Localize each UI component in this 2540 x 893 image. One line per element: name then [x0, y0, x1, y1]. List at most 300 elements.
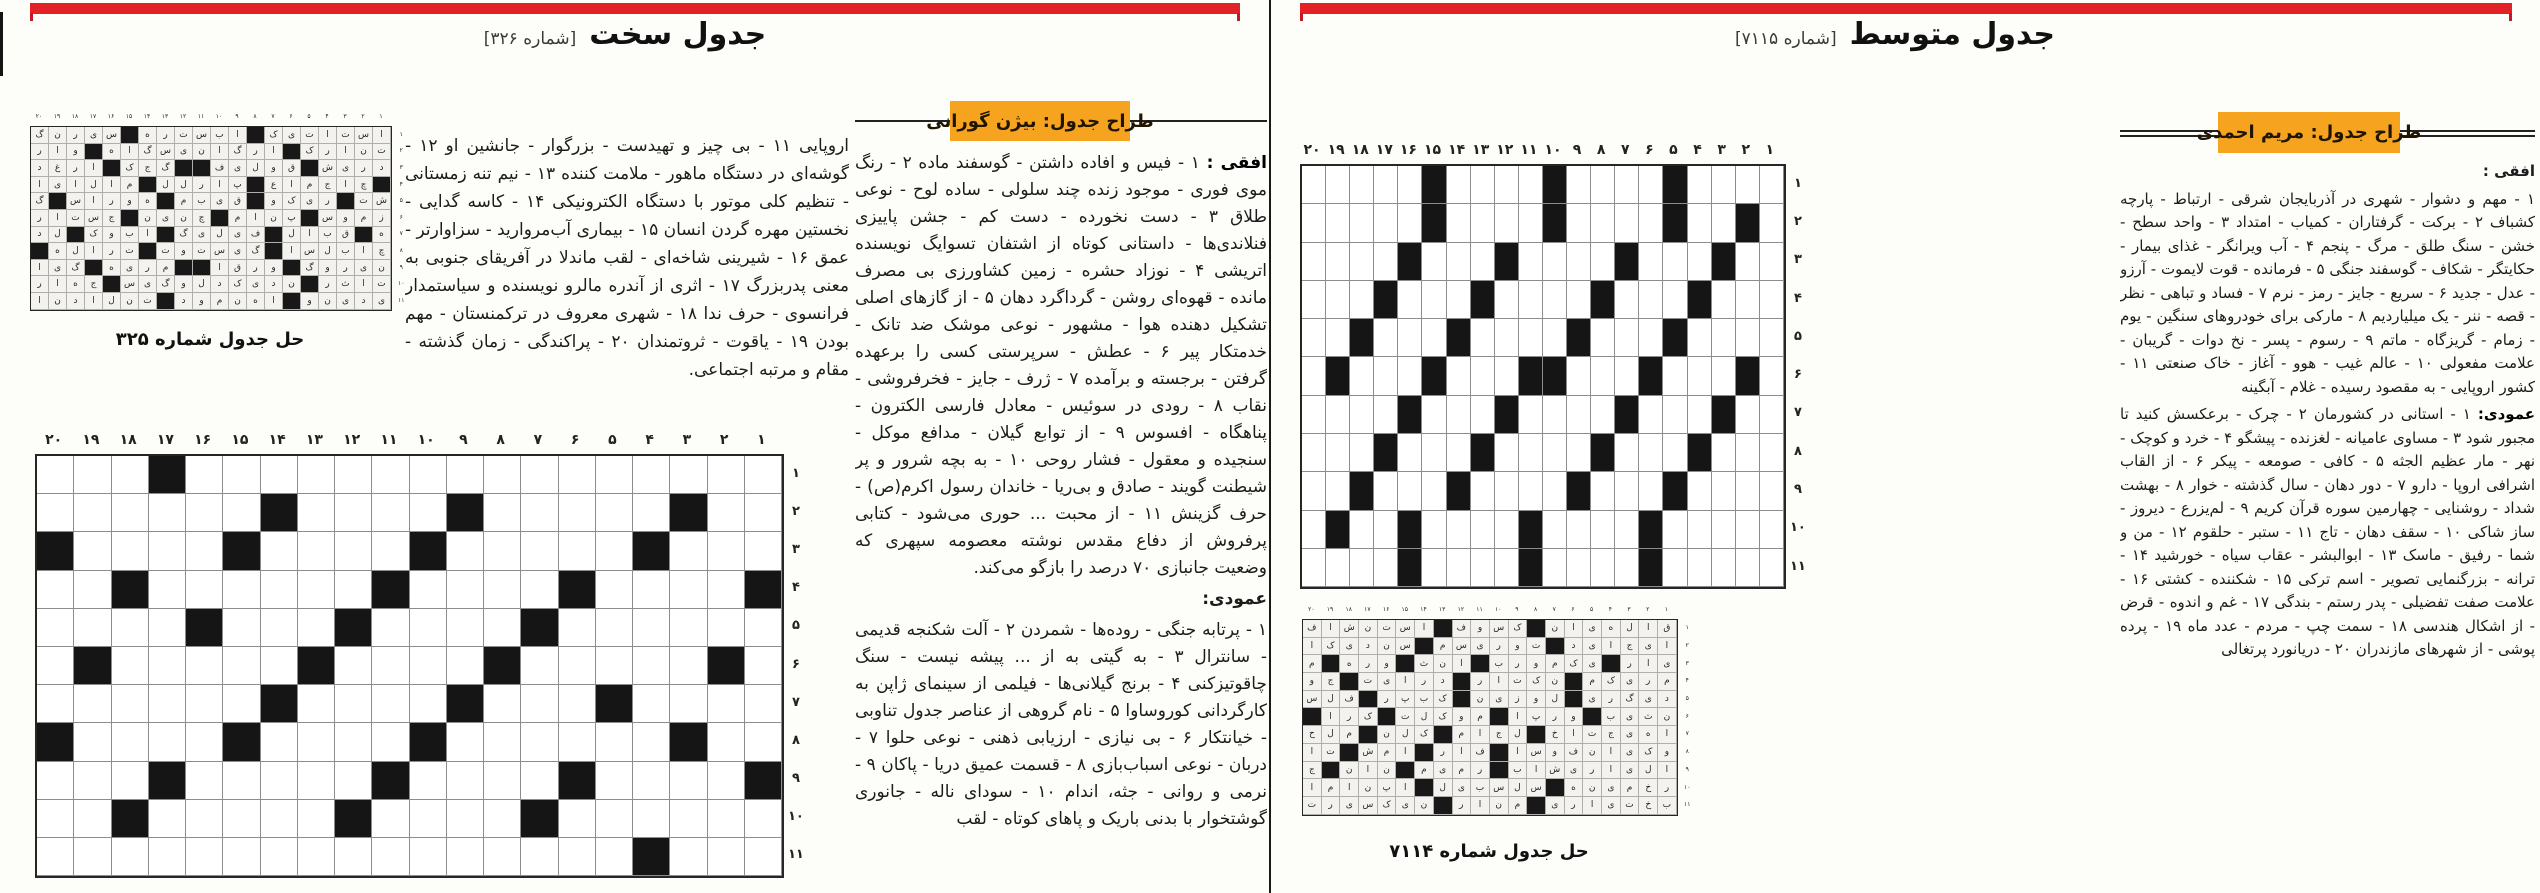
- grid-cell: [335, 723, 372, 761]
- grid-cell: ر: [103, 193, 121, 210]
- grid-cell: [1398, 204, 1422, 242]
- grid-cell: ی: [229, 160, 247, 177]
- grid-cell: و: [193, 293, 211, 310]
- grid-cell: [1350, 281, 1374, 319]
- grid-cell: [1447, 549, 1471, 587]
- row-number: ۵: [791, 618, 800, 634]
- grid-cell: ن: [1546, 620, 1565, 638]
- grid-cell: د: [175, 293, 193, 310]
- grid-cell: [596, 723, 633, 761]
- grid-cell: [1591, 166, 1615, 204]
- grid-cell: ر: [31, 144, 49, 161]
- grid-cell: ا: [1453, 744, 1472, 762]
- grid-black-cell: [301, 160, 319, 177]
- grid-cell: [596, 609, 633, 647]
- row-numbers: [788, 454, 804, 874]
- grid-cell: [1591, 204, 1615, 242]
- grid-cell: ا: [1453, 655, 1472, 673]
- grid-cell: ی: [157, 210, 175, 227]
- grid-cell: ا: [211, 177, 229, 194]
- grid-cell: ه: [103, 144, 121, 161]
- grid-cell: [112, 456, 149, 494]
- grid-cell: [74, 609, 111, 647]
- grid-cell: و: [301, 293, 319, 310]
- column-number: ۵: [1669, 142, 1678, 158]
- grid-black-cell: [1398, 549, 1422, 587]
- grid-cell: [372, 647, 409, 685]
- grid-cell: [74, 494, 111, 532]
- grid-cell: ی: [1340, 797, 1359, 815]
- grid-black-cell: [283, 260, 301, 277]
- grid-cell: ا: [1471, 797, 1490, 815]
- grid-cell: [1615, 434, 1639, 472]
- grid-cell: ه: [49, 243, 67, 260]
- grid-cell: ی: [1396, 797, 1415, 815]
- grid-cell: ا: [337, 177, 355, 194]
- grid-cell: ر: [319, 144, 337, 161]
- grid-cell: [521, 647, 558, 685]
- grid-cell: گ: [301, 260, 319, 277]
- grid-black-cell: [67, 227, 85, 244]
- grid-cell: ا: [49, 276, 67, 293]
- grid-cell: ت: [355, 193, 373, 210]
- column-number: ۱۱: [1520, 142, 1538, 158]
- grid-cell: ل: [85, 177, 103, 194]
- grid-cell: م: [301, 177, 319, 194]
- bar-end-tick: [30, 13, 33, 21]
- column-number: ۲۰: [1303, 142, 1321, 158]
- grid-cell: س: [1303, 691, 1322, 709]
- grid-cell: [261, 532, 298, 570]
- grid-cell: ن: [1490, 797, 1509, 815]
- grid-cell: [1615, 549, 1639, 587]
- grid-cell: [298, 456, 335, 494]
- grid-cell: ا: [355, 243, 373, 260]
- grid-cell: د: [355, 293, 373, 310]
- grid-cell: ی: [49, 260, 67, 277]
- grid-cell: [670, 532, 707, 570]
- grid-cell: ل: [1322, 726, 1341, 744]
- grid-cell: ک: [1602, 673, 1621, 691]
- grid-cell: ا: [1340, 779, 1359, 797]
- grid-cell: [1447, 166, 1471, 204]
- grid-cell: [1736, 396, 1760, 434]
- grid-cell: [1760, 281, 1784, 319]
- grid-cell: ن: [1658, 708, 1677, 726]
- grid-cell: ن: [1340, 762, 1359, 780]
- grid-cell: م: [157, 260, 175, 277]
- grid-black-cell: [265, 243, 283, 260]
- grid-cell: ج: [103, 210, 121, 227]
- grid-cell: [1543, 511, 1567, 549]
- grid-cell: [1615, 166, 1639, 204]
- grid-cell: [1663, 281, 1687, 319]
- grid-cell: ی: [1602, 797, 1621, 815]
- grid-cell: ت: [301, 127, 319, 144]
- grid-cell: [335, 647, 372, 685]
- column-numbers: [30, 113, 392, 126]
- grid-cell: [1495, 319, 1519, 357]
- grid-cell: ر: [67, 160, 85, 177]
- grid-cell: ا: [1471, 726, 1490, 744]
- puzzle-title: جدول سخت: [589, 17, 767, 52]
- grid-cell: ب: [337, 243, 355, 260]
- grid-cell: ا: [247, 210, 265, 227]
- column-number: ۱۳: [161, 113, 169, 120]
- grid-cell: [186, 532, 223, 570]
- grid-black-cell: [186, 609, 223, 647]
- grid-cell: [1350, 357, 1374, 395]
- solved-grid-hard-325: [30, 113, 405, 311]
- grid-cell: ث: [337, 276, 355, 293]
- grid-cell: ت: [1359, 673, 1378, 691]
- grid-cell: [745, 609, 782, 647]
- row-number: ۸: [791, 732, 800, 748]
- grid-cell: ا: [265, 144, 283, 161]
- grid-black-cell: [1688, 434, 1712, 472]
- grid-cell: [633, 685, 670, 723]
- grid-cell: ا: [337, 144, 355, 161]
- column-number: ۶: [570, 432, 580, 448]
- grid-cell: [1615, 319, 1639, 357]
- grid-cell: و: [175, 243, 193, 260]
- grid-cell: ت: [1303, 797, 1322, 815]
- grid-cell: ر: [157, 127, 175, 144]
- grid-cell: ی: [1471, 638, 1490, 656]
- grid-cell: ج: [319, 177, 337, 194]
- grid-cell: [1712, 281, 1736, 319]
- grid-black-cell: [85, 260, 103, 277]
- grid-black-cell: [175, 160, 193, 177]
- grid-cell: [223, 494, 260, 532]
- grid-cell: ر: [337, 260, 355, 277]
- grid-cell: ف: [1565, 744, 1584, 762]
- row-number: ۳: [399, 163, 403, 171]
- grid-cell: [559, 532, 596, 570]
- grid-black-cell: [1434, 726, 1453, 744]
- grid-cell: س: [103, 127, 121, 144]
- column-number: ۱۲: [1457, 606, 1465, 613]
- grid-cell: [1712, 166, 1736, 204]
- grid-cell: [708, 571, 745, 609]
- grid-cell: ا: [121, 144, 139, 161]
- grid-black-cell: [745, 762, 782, 800]
- column-number: ۷: [1620, 142, 1630, 158]
- column-number: ۸: [1596, 142, 1606, 158]
- grid-cell: [335, 571, 372, 609]
- grid-cell: ک: [301, 144, 319, 161]
- medium-puzzle-page: [1270, 0, 2540, 893]
- grid-cell: [1688, 396, 1712, 434]
- grid-cell: ی: [1434, 762, 1453, 780]
- grid-cell: [1688, 319, 1712, 357]
- column-number: ۴: [325, 113, 329, 120]
- grid-cell: ا: [31, 260, 49, 277]
- grid-cell: ل: [67, 243, 85, 260]
- grid-cell: ه: [1639, 726, 1658, 744]
- grid-cell: [1519, 281, 1543, 319]
- grid-cell: [559, 647, 596, 685]
- grid-cell: [1374, 396, 1398, 434]
- grid-cell: [298, 838, 335, 876]
- down-clues: ۱ - پرتابه جنگی - روده‌ها - شمردن ۲ - آلت شکنجه قدیمی - سانترال ۳ - به گیتی به از ... پیشه نیست - سنگ چاقوتیزکنی ۴ - برنج گیلانی‌ها - فیلمی از سینمای ژاپن به کارگردانی کوروساوا ۵ - نام گروهی از عناصر جدول تناوبی - خیانتکار ۶ - بی نیازی - ارزیابی ذهنی - نوعی حلوا ۷ - دربان - نوعی اسباب‌بازی ۸ - قسمت عمیق دریا - پاکان ۹ - نرمی و روانی - جثه، اندام ۱۰ - سودای ناله - جانوری گوشتخوار با بدنی باریک و پاهای کوتاه - لقب: [855, 620, 1267, 829]
- grid-cell: [1688, 357, 1712, 395]
- grid-cell: [74, 723, 111, 761]
- grid-black-cell: [1688, 281, 1712, 319]
- grid-cell: [1302, 204, 1326, 242]
- grid-cell: [1326, 396, 1350, 434]
- grid-cell: [372, 838, 409, 876]
- grid-black-cell: [1434, 620, 1453, 638]
- grid-cell: [1326, 204, 1350, 242]
- grid-cell: ک: [1378, 797, 1397, 815]
- grid-cell: [484, 800, 521, 838]
- column-number: ۲: [719, 432, 729, 448]
- grid-cell: ر: [355, 160, 373, 177]
- grid-cell: [298, 723, 335, 761]
- grid-cell: ل: [157, 177, 175, 194]
- grid-black-cell: [447, 685, 484, 723]
- grid-cell: و: [121, 193, 139, 210]
- grid-cell: [1543, 396, 1567, 434]
- column-number: ۱۳: [305, 432, 323, 448]
- grid-cell: [37, 838, 74, 876]
- grid-cell: [186, 800, 223, 838]
- grid-cell: ن: [1378, 638, 1397, 656]
- grid-black-cell: [355, 227, 373, 244]
- grid-cell: ا: [1583, 797, 1602, 815]
- row-number: ۱۱: [788, 847, 804, 863]
- grid-cell: ل: [211, 227, 229, 244]
- grid-cell: ر: [319, 276, 337, 293]
- grid-cell: [37, 456, 74, 494]
- grid-cell: [1639, 396, 1663, 434]
- grid-cell: ه: [1602, 620, 1621, 638]
- grid-cell: خ: [1546, 726, 1565, 744]
- grid-cell: [37, 571, 74, 609]
- grid-cell: ر: [247, 144, 265, 161]
- grid-cell: [1374, 319, 1398, 357]
- grid-cell: [447, 800, 484, 838]
- grid-cell: ت: [1378, 620, 1397, 638]
- grid-cell: [484, 838, 521, 876]
- grid-cell: ر: [1602, 691, 1621, 709]
- grid-cell: ب: [1415, 691, 1434, 709]
- grid-cell: ت: [157, 243, 175, 260]
- grid-cell: [1639, 204, 1663, 242]
- grid-cell: [223, 685, 260, 723]
- column-numbers: [1300, 142, 1786, 164]
- grid-cell: [410, 647, 447, 685]
- grid-cell: ش: [1359, 744, 1378, 762]
- grid-cell: ق: [283, 160, 301, 177]
- grid-black-cell: [670, 723, 707, 761]
- grid-cell: ن: [373, 260, 391, 277]
- grid-cell: [1688, 511, 1712, 549]
- grid-cell: ا: [319, 127, 337, 144]
- grid-cell: [1712, 511, 1736, 549]
- grid-black-cell: [1326, 357, 1350, 395]
- grid-black-cell: [745, 571, 782, 609]
- grid-cell: ا: [1639, 620, 1658, 638]
- grid-black-cell: [1663, 319, 1687, 357]
- grid-cell: س: [1490, 620, 1509, 638]
- grid-cell: [447, 532, 484, 570]
- grid-black-cell: [1326, 511, 1350, 549]
- grid-cell: ک: [1509, 620, 1528, 638]
- grid-cell: [670, 647, 707, 685]
- column-number: ۱۱: [1476, 606, 1483, 613]
- grid-cell: ت: [1509, 673, 1528, 691]
- grid-black-cell: [1398, 511, 1422, 549]
- column-number: ۶: [289, 113, 293, 120]
- grid-cell: د: [211, 276, 229, 293]
- column-number: ۷: [1552, 606, 1556, 613]
- grid-cell: [1398, 472, 1422, 510]
- grid-cell: [670, 838, 707, 876]
- grid-black-cell: [1422, 204, 1446, 242]
- grid-cell: م: [1621, 779, 1640, 797]
- grid-cell: [1567, 511, 1591, 549]
- grid-cell: ی: [1453, 779, 1472, 797]
- grid-cell: [745, 800, 782, 838]
- grid-cell: [1760, 434, 1784, 472]
- grid-cell: [1302, 434, 1326, 472]
- grid-cell: ک: [283, 193, 301, 210]
- grid-cell: ر: [1471, 673, 1490, 691]
- grid-cell: [1302, 166, 1326, 204]
- grid-cell: ن: [1359, 620, 1378, 638]
- grid-cell: ا: [373, 127, 391, 144]
- column-number: ۱۸: [1351, 142, 1369, 158]
- column-number: ۱۹: [1326, 606, 1334, 613]
- column-number: ۱: [757, 432, 766, 448]
- grid-cell: [1495, 434, 1519, 472]
- grid-cell: [1374, 549, 1398, 587]
- grid-cell: [1712, 204, 1736, 242]
- column-number: ۱۲: [179, 113, 187, 120]
- puzzle-grid-medium: [1300, 142, 1806, 589]
- grid-cell: [1663, 357, 1687, 395]
- grid-cell: [74, 571, 111, 609]
- grid-black-cell: [121, 127, 139, 144]
- grid-cell: ا: [139, 227, 157, 244]
- column-number: ۱۶: [107, 113, 115, 120]
- grid-cell: س: [67, 193, 85, 210]
- grid-cell: [1495, 511, 1519, 549]
- grid-cell: ک: [1434, 708, 1453, 726]
- grid-black-cell: [1434, 797, 1453, 815]
- grid-black-cell: [1527, 726, 1546, 744]
- row-number: ۶: [1685, 712, 1689, 720]
- across-clues: ۱ - مهم و دشوار - شهری در آذربایجان شرقی - ارتباط - پارچه کشباف ۲ - برکت - گرفتاران - کمیاب - امتداد ۳ - واحد سطح - خشن - سنگ طلق - مرگ - پنجم ۴ - آب ویرانگر - غذای بیمار - حکایتگر - شکاف - گوسفند جنگی ۵ - فرمانده - قوت لایموت - آرزو - عدل - جدید ۶ - سریع - جایز - رمز - نرم ۷ - فساد و تباهی - نظر - قصه - ننر - یک میلیاردیم ۸ - مارکی برای خودروهای سنگین - یوم - زمام - گریزگاه - ماتم ۹ - رسوم - پسر - نخ دوات - گریبان - علامت مفعولی ۱۰ - عالم غیب - هوو - آغاز - خاک صنعتی ۱۱ - کشور اروپایی - به مقصود رسیده - غلام - آبگینه: [2120, 189, 2535, 396]
- grid-cell: [186, 838, 223, 876]
- row-number: ۱: [399, 130, 403, 138]
- grid-cell: [372, 723, 409, 761]
- grid-cell: ل: [1396, 726, 1415, 744]
- column-number: ۱۶: [1382, 606, 1390, 613]
- grid-black-cell: [1639, 357, 1663, 395]
- grid-black-cell: [335, 609, 372, 647]
- grid-cell: [1495, 549, 1519, 587]
- grid-cell: ی: [1546, 797, 1565, 815]
- grid-cell: س: [1527, 744, 1546, 762]
- grid-cell: و: [1527, 655, 1546, 673]
- grid-cell: [670, 800, 707, 838]
- grid-black-cell: [372, 762, 409, 800]
- designer-tag: طراح جدول: بیژن گورانی: [950, 101, 1130, 141]
- grid-cell: خ: [1639, 779, 1658, 797]
- grid-cell: [1422, 319, 1446, 357]
- column-numbers: [35, 432, 784, 454]
- clues-text: [855, 150, 1267, 890]
- grid-cell: [37, 762, 74, 800]
- grid-cell: [410, 494, 447, 532]
- grid-cell: ف: [1340, 691, 1359, 709]
- grid-cell: [37, 800, 74, 838]
- grid-cell: [1495, 472, 1519, 510]
- grid-cell: [745, 456, 782, 494]
- row-number: ۱: [1793, 175, 1802, 191]
- grid-cell: ت: [193, 243, 211, 260]
- grid-cell: و: [1303, 673, 1322, 691]
- row-number: ۳: [1685, 659, 1689, 667]
- grid-cell: [298, 532, 335, 570]
- grid-cell: ق: [229, 260, 247, 277]
- grid-cell: س: [211, 243, 229, 260]
- grid-cell: ی: [337, 160, 355, 177]
- grid-black-cell: [1663, 204, 1687, 242]
- grid-cell: گ: [229, 144, 247, 161]
- grid-cell: ت: [373, 144, 391, 161]
- grid-cell: ف: [1303, 620, 1322, 638]
- grid-black-cell: [1471, 434, 1495, 472]
- grid-cell: [1615, 204, 1639, 242]
- grid-black-cell: [247, 193, 265, 210]
- row-number: ۶: [791, 656, 800, 672]
- grid-cell: [1495, 281, 1519, 319]
- grid-black-cell: [1546, 638, 1565, 656]
- column-number: ۱۰: [215, 113, 223, 120]
- grid-cell: [1350, 434, 1374, 472]
- grid-cell: ا: [1322, 708, 1341, 726]
- grid-black-cell: [1398, 243, 1422, 281]
- grid-black-cell: [410, 532, 447, 570]
- grid-cell: غ: [49, 160, 67, 177]
- grid-cell: ن: [139, 210, 157, 227]
- grid-cell: [1567, 549, 1591, 587]
- grid-cell: و: [265, 260, 283, 277]
- grid-cell: ی: [49, 177, 67, 194]
- grid-cell: ج: [1490, 726, 1509, 744]
- column-number: ۱۵: [231, 432, 249, 448]
- grid-cell: د: [1658, 691, 1677, 709]
- grid-cell: ی: [283, 127, 301, 144]
- grid-cell: [335, 456, 372, 494]
- grid-cell: [521, 494, 558, 532]
- grid-cell: ن: [1546, 673, 1565, 691]
- column-number: ۱۹: [53, 113, 61, 120]
- grid-black-cell: [1639, 549, 1663, 587]
- grid-cell: ر: [1621, 655, 1640, 673]
- grid-black-cell: [157, 227, 175, 244]
- grid-black-cell: [103, 160, 121, 177]
- grid-black-cell: [1398, 396, 1422, 434]
- grid-cell: ا: [1527, 762, 1546, 780]
- grid-cell: [447, 609, 484, 647]
- grid-cell: [298, 494, 335, 532]
- row-number: ۴: [791, 580, 800, 596]
